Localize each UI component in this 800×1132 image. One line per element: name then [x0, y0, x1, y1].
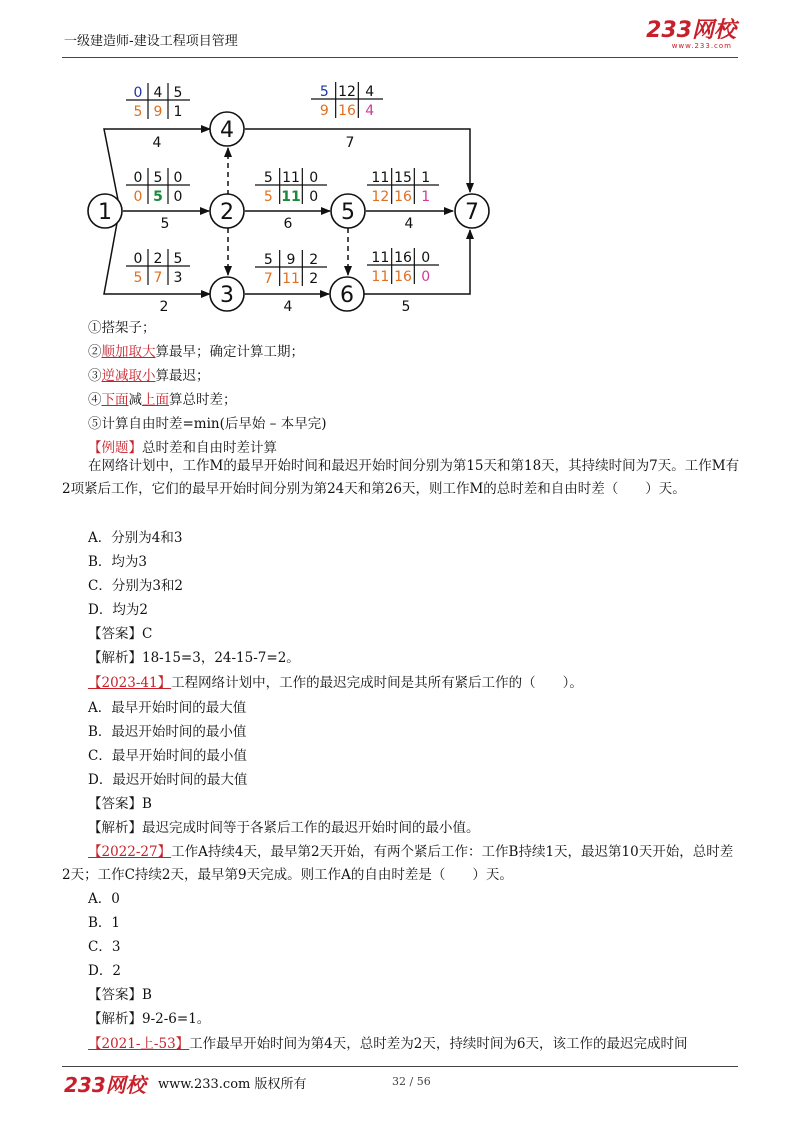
time-box-e14-top-1: 4 [153, 85, 163, 101]
time-box-e13-top-0: 0 [133, 251, 143, 267]
example-analysis: 【解析】18-15=3，24-15-7=2。 [88, 650, 300, 666]
edge-duration-e36: 4 [283, 299, 293, 315]
time-box-e67-bottom-0: 11 [371, 269, 390, 285]
edge-duration-e14: 4 [152, 135, 162, 151]
time-box-e47-top-1: 12 [338, 84, 356, 100]
edge-duration-e25: 6 [283, 216, 293, 232]
step-3: ③逆减取小算最迟； [88, 368, 210, 384]
time-box-e47-bottom-2: 4 [365, 103, 375, 119]
time-box-e57-bottom-1: 16 [394, 189, 412, 205]
time-box-e47-top-2: 4 [365, 84, 375, 100]
network-diagram [0, 0, 800, 320]
edge-4-7 [245, 129, 470, 192]
step-2: ②顺加取大算最早；确定计算工期； [88, 344, 304, 360]
step-4: ④下面减上面算总时差； [88, 392, 237, 408]
edge-duration-e12: 5 [160, 216, 170, 232]
edge-duration-e47: 7 [345, 135, 355, 151]
q2023-option-c: C．最早开始时间的最小值 [88, 748, 247, 764]
node-5-label: 5 [341, 200, 355, 225]
page-number: 32 / 56 [392, 1075, 431, 1088]
time-box-e36-top-2: 2 [309, 252, 319, 268]
q2022-option-a: A．0 [88, 891, 120, 907]
time-box-e25-bottom-0: 5 [263, 189, 273, 205]
step-4-highlight-1: 下面 [101, 392, 129, 408]
q2023-option-a: A．最早开始时间的最大值 [88, 700, 247, 716]
step-1: ①搭架子； [88, 320, 156, 336]
time-box-e25-top-2: 0 [309, 170, 319, 186]
example-option-a: A．分别为4和3 [88, 530, 183, 546]
time-box-e13-bottom-0: 5 [133, 270, 143, 286]
step-2-highlight: 顺加取大 [101, 344, 156, 360]
time-box-e57-top-1: 15 [394, 170, 412, 186]
time-box-e47 [311, 82, 383, 119]
time-box-e13-top-1: 2 [153, 251, 163, 267]
q2023-analysis: 【解析】最迟完成时间等于各紧后工作的最迟开始时间的最小值。 [88, 820, 480, 836]
brand-logo-url: www.233.com [671, 42, 732, 50]
time-box-e36-top-1: 9 [286, 252, 296, 268]
brand-logo: 233网校 [646, 18, 736, 43]
q2021-tag: 【2021-上-53】 [88, 1036, 190, 1052]
q2022-tag: 【2022-27】 [88, 844, 172, 860]
node-3-label: 3 [220, 283, 234, 308]
time-box-e67-top-2: 0 [421, 250, 431, 266]
time-box-e67 [367, 248, 439, 285]
q2022-answer: 【答案】B [88, 987, 152, 1003]
footer-logo: 233网校 [64, 1073, 146, 1097]
time-box-e25-bottom-1: 11 [281, 189, 301, 205]
q2023-answer: 【答案】B [88, 796, 152, 812]
time-box-e36 [255, 250, 327, 287]
time-box-e14-bottom-2: 1 [173, 104, 183, 120]
time-box-e12-bottom-0: 0 [133, 189, 143, 205]
step-3-highlight: 逆减取小 [101, 368, 156, 384]
node-7-label: 7 [465, 200, 479, 225]
node-4-label: 4 [220, 118, 234, 143]
time-box-e67-bottom-2: 0 [421, 269, 431, 285]
node-2-label: 2 [220, 200, 234, 225]
q2023-tag: 【2023-41】 [88, 675, 172, 691]
step-4-highlight-2: 上面 [142, 392, 169, 408]
time-box-e12-bottom-2: 0 [173, 189, 183, 205]
time-box-e57-top-0: 11 [371, 170, 390, 186]
time-box-e14-bottom-1: 9 [153, 104, 163, 120]
time-box-e67-top-1: 16 [394, 250, 412, 266]
time-box-e36-bottom-1: 11 [282, 271, 300, 287]
example-answer: 【答案】C [88, 626, 153, 642]
time-box-e12-top-2: 0 [173, 170, 183, 186]
time-box-e36-top-0: 5 [263, 252, 273, 268]
time-box-e25-bottom-2: 0 [309, 189, 319, 205]
footer-rule [62, 1066, 738, 1067]
diagram-time-boxes [126, 82, 439, 287]
time-box-e14 [126, 83, 190, 120]
node-6-label: 6 [340, 283, 354, 308]
q2023-option-b: B．最迟开始时间的最小值 [88, 724, 247, 740]
example-option-d: D．均为2 [88, 602, 148, 618]
time-box-e13-bottom-1: 7 [153, 270, 163, 286]
time-box-e36-bottom-2: 2 [309, 271, 319, 287]
time-box-e25-top-1: 11 [282, 170, 300, 186]
q2021-question: 【2021-上-53】工作最早开始时间为第4天，总时差为2天，持续时间为6天，该工作的最迟完成时间 [88, 1036, 688, 1052]
q2023-option-d: D．最迟开始时间的最大值 [88, 772, 248, 788]
time-box-e67-top-0: 11 [371, 250, 390, 266]
time-box-e57 [367, 168, 439, 205]
time-box-e14-top-0: 0 [133, 85, 143, 101]
time-box-e57-bottom-0: 12 [371, 189, 390, 205]
q2023-question: 【2023-41】工程网络计划中，工作的最迟完成时间是其所有紧后工作的（ ）。 [88, 675, 583, 691]
time-box-e12-bottom-1: 5 [153, 189, 163, 205]
q2022-option-c: C．3 [88, 939, 121, 955]
diagram-edge-labels [153, 135, 414, 315]
footer-copyright: www.233.com 版权所有 [158, 1077, 307, 1092]
edge-duration-e13: 2 [159, 299, 169, 315]
time-box-e36-bottom-0: 7 [263, 271, 273, 287]
q2022-analysis: 【解析】9-2-6=1。 [88, 1011, 211, 1027]
node-1-label: 1 [98, 200, 112, 225]
time-box-e67-bottom-1: 16 [394, 269, 412, 285]
time-box-e47-bottom-0: 9 [319, 103, 329, 119]
time-box-e47-top-0: 5 [319, 84, 329, 100]
q2022-option-d: D．2 [88, 963, 121, 979]
time-box-e12 [126, 168, 190, 205]
edge-duration-e67: 5 [401, 299, 411, 315]
time-box-e14-top-2: 5 [173, 85, 183, 101]
example-heading: 【例题】总时差和自由时差计算 [88, 440, 277, 456]
example-tag: 【例题】 [88, 440, 142, 456]
q2022-question: 【2022-27】工作A持续4天，最早第2天开始，有两个紧后工作：工作B持续1天，最迟第10天开始，总时差2天；工作C持续2天，最早第9天完成。则工作A的自由时差是（ ）天。 [62, 844, 734, 883]
time-box-e13 [126, 249, 190, 286]
q2022-option-b: B．1 [88, 915, 121, 931]
time-box-e57-top-2: 1 [421, 170, 431, 186]
example-option-c: C．分别为3和2 [88, 578, 184, 594]
time-box-e13-top-2: 5 [173, 251, 183, 267]
time-box-e14-bottom-0: 5 [133, 104, 143, 120]
step-5: ⑤计算自由时差=min(后早始 – 本早完) [88, 416, 327, 432]
time-box-e25 [255, 168, 327, 205]
time-box-e57-bottom-2: 1 [421, 189, 431, 205]
time-box-e12-top-1: 5 [153, 170, 163, 186]
edge-duration-e57: 4 [404, 216, 414, 232]
time-box-e25-top-0: 5 [263, 170, 273, 186]
example-question: 在网络计划中，工作M的最早开始时间和最迟开始时间分别为第15天和第18天，其持续时间为7天。工作M有2项紧后工作，它们的最早开始时间分别为第24天和第26天，则工作M的总时差和自由时差（ ）天。 [62, 458, 740, 497]
time-box-e12-top-0: 0 [133, 170, 143, 186]
time-box-e13-bottom-2: 3 [173, 270, 183, 286]
header-title: 一级建造师-建设工程项目管理 [64, 34, 238, 49]
example-option-b: B．均为3 [88, 554, 148, 570]
time-box-e47-bottom-1: 16 [338, 103, 356, 119]
